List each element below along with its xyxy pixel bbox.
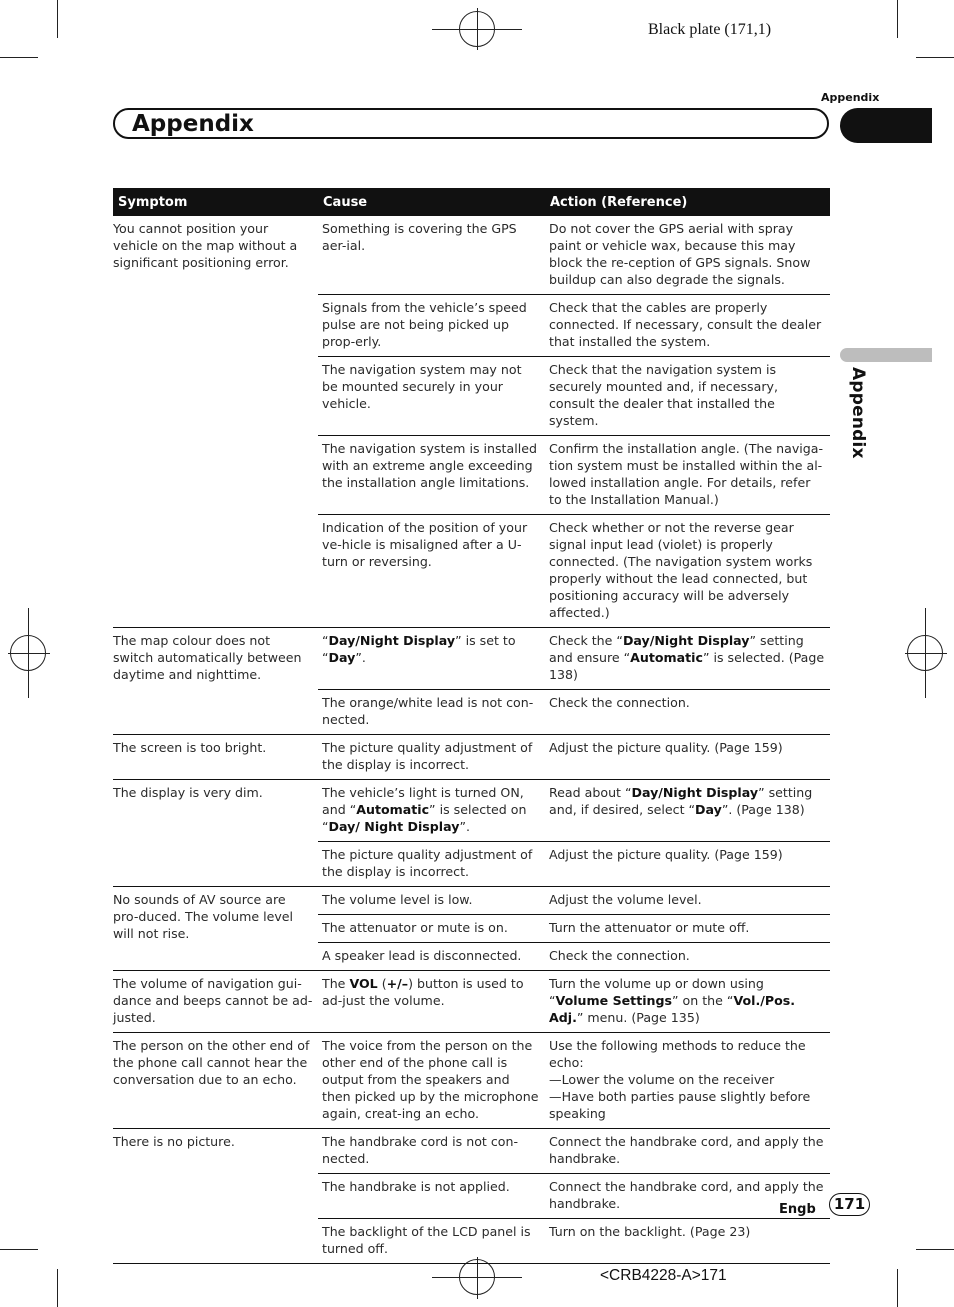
crop-mark bbox=[897, 0, 898, 38]
registration-circle bbox=[10, 635, 46, 671]
action-cell: Connect the handbrake cord, and apply the handbrake. bbox=[545, 1129, 830, 1174]
page-title: Appendix bbox=[132, 111, 254, 137]
table-row bbox=[113, 216, 830, 295]
cause-cell: The navigation system may not be mounted securely in your vehicle. bbox=[318, 357, 545, 436]
registration-circle bbox=[459, 11, 495, 47]
cause-cell: The backlight of the LCD panel is turned off. bbox=[318, 1219, 545, 1264]
troubleshooting-table bbox=[113, 188, 830, 1264]
table-row bbox=[113, 1033, 830, 1129]
symptom-cell: The volume of navigation gui-dance and beeps cannot be ad-justed. bbox=[113, 971, 318, 1033]
action-line: —Lower the volume on the receiver bbox=[549, 1072, 775, 1087]
cause-cell: The VOL (+/–) button is used to ad-just the volume. bbox=[318, 971, 545, 1033]
action-cell: Turn on the backlight. (Page 23) bbox=[545, 1219, 830, 1264]
action-cell: Check that the cables are properly connected. If necessary, consult the dealer that installed the system. bbox=[545, 295, 830, 357]
table-row bbox=[113, 887, 830, 915]
action-cell: Do not cover the GPS aerial with spray paint or vehicle wax, because this may block the re-ception of GPS signals. Snow buildup can also degrade the signals. bbox=[545, 216, 830, 295]
crop-mark bbox=[897, 1269, 898, 1307]
action-cell: Check the connection. bbox=[545, 690, 830, 735]
action-cell: Read about “Day/Night Display” setting and, if desired, select “Day”. (Page 138) bbox=[545, 780, 830, 842]
cause-cell: Something is covering the GPS aer-ial. bbox=[318, 216, 545, 295]
action-cell: Adjust the picture quality. (Page 159) bbox=[545, 842, 830, 887]
crop-mark bbox=[0, 1249, 38, 1250]
crop-mark bbox=[57, 0, 58, 38]
table-row bbox=[113, 1129, 830, 1174]
action-cell: Turn the attenuator or mute off. bbox=[545, 915, 830, 943]
action-cell: Connect the handbrake cord, and apply the handbrake. bbox=[545, 1174, 830, 1219]
symptom-cell: The screen is too bright. bbox=[113, 735, 318, 780]
cause-cell: Indication of the position of your ve-hicle is misaligned after a U-turn or reversing. bbox=[318, 515, 545, 628]
side-tab-bar bbox=[840, 348, 932, 362]
table-row bbox=[113, 780, 830, 842]
action-cell: Check whether or not the reverse gear signal input lead (violet) is properly connected. (The navigation system works properly without the lead connected, but positioning accuracy will be adversely affected.) bbox=[545, 515, 830, 628]
symptom-cell: The person on the other end of the phone call cannot hear the conversation due to an echo. bbox=[113, 1033, 318, 1129]
doc-code: <CRB4228-A>171 bbox=[600, 1267, 727, 1284]
cause-cell: A speaker lead is disconnected. bbox=[318, 943, 545, 971]
crop-mark bbox=[916, 1249, 954, 1250]
crop-mark bbox=[916, 57, 954, 58]
symptom-cell: You cannot position your vehicle on the map without a significant positioning error. bbox=[113, 216, 318, 628]
cause-cell: The vehicle’s light is turned ON, and “Automatic” is selected on “Day/ Night Display”. bbox=[318, 780, 545, 842]
column-header: Action (Reference) bbox=[545, 188, 830, 216]
action-cell: Check the “Day/Night Display” setting and ensure “Automatic” is selected. (Page 138) bbox=[545, 628, 830, 690]
cause-cell: The picture quality adjustment of the display is incorrect. bbox=[318, 735, 545, 780]
cause-cell: The volume level is low. bbox=[318, 887, 545, 915]
table-row bbox=[113, 971, 830, 1033]
side-tab-label: Appendix bbox=[848, 367, 868, 459]
cause-cell: Signals from the vehicle’s speed pulse are not being picked up prop-erly. bbox=[318, 295, 545, 357]
symptom-cell: The display is very dim. bbox=[113, 780, 318, 887]
table-header-row bbox=[113, 188, 830, 216]
symptom-cell: No sounds of AV source are pro-duced. The volume level will not rise. bbox=[113, 887, 318, 971]
action-cell: Check that the navigation system is securely mounted and, if necessary, consult the dealer that installed the system. bbox=[545, 357, 830, 436]
page-number: 171 bbox=[829, 1193, 870, 1216]
cause-cell: The handbrake cord is not con-nected. bbox=[318, 1129, 545, 1174]
section-title-box bbox=[113, 108, 829, 139]
cause-cell: The voice from the person on the other end of the phone call is output from the speakers and then picked up by the microphone again, creat-ing an echo. bbox=[318, 1033, 545, 1129]
plate-label: Black plate (171,1) bbox=[648, 21, 772, 38]
cause-cell: The handbrake is not applied. bbox=[318, 1174, 545, 1219]
action-line: Use the following methods to reduce the echo: bbox=[549, 1038, 806, 1070]
table-row bbox=[113, 735, 830, 780]
cause-cell: “Day/Night Display” is set to “Day”. bbox=[318, 628, 545, 690]
cause-cell: The orange/white lead is not con-nected. bbox=[318, 690, 545, 735]
registration-circle bbox=[907, 635, 943, 671]
cause-cell: The navigation system is installed with an extreme angle exceeding the installation angle limitations. bbox=[318, 436, 545, 515]
column-header: Symptom bbox=[113, 188, 318, 216]
action-cell: Adjust the picture quality. (Page 159) bbox=[545, 735, 830, 780]
crop-mark bbox=[57, 1269, 58, 1307]
crop-mark bbox=[0, 57, 38, 58]
language-code: Engb bbox=[779, 1202, 816, 1217]
action-cell bbox=[545, 1033, 830, 1129]
action-cell: Turn the volume up or down using “Volume Settings” on the “Vol./Pos. Adj.” menu. (Page 135) bbox=[545, 971, 830, 1033]
section-tab-marker bbox=[840, 108, 932, 143]
symptom-cell: The map colour does not switch automatically between daytime and nighttime. bbox=[113, 628, 318, 735]
action-cell: Check the connection. bbox=[545, 943, 830, 971]
action-cell: Confirm the installation angle. (The naviga-tion system must be installed within the al-lowed installation angle. For details, refer to the Installation Manual.) bbox=[545, 436, 830, 515]
table-row bbox=[113, 628, 830, 690]
action-line: —Have both parties pause slightly before speaking bbox=[549, 1089, 811, 1121]
registration-circle bbox=[459, 1259, 495, 1295]
cause-cell: The picture quality adjustment of the display is incorrect. bbox=[318, 842, 545, 887]
running-head: Appendix bbox=[821, 91, 880, 104]
action-cell: Adjust the volume level. bbox=[545, 887, 830, 915]
cause-cell: The attenuator or mute is on. bbox=[318, 915, 545, 943]
column-header: Cause bbox=[318, 188, 545, 216]
symptom-cell: There is no picture. bbox=[113, 1129, 318, 1264]
